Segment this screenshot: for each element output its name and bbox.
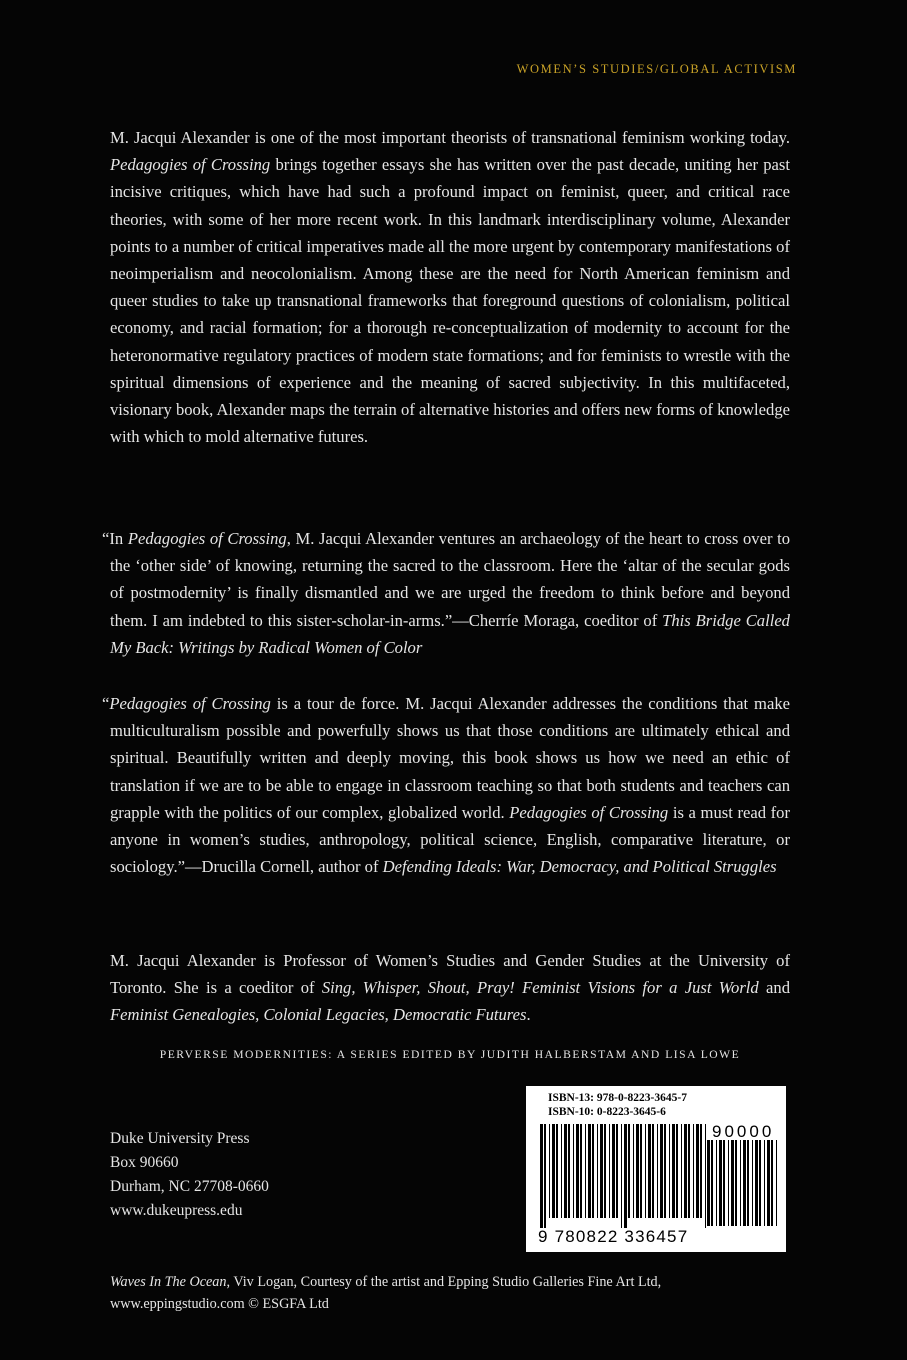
- publisher-address: [110, 1127, 269, 1223]
- barcode-bar: [711, 1140, 713, 1226]
- barcode-bar: [676, 1124, 678, 1218]
- book-description: [110, 124, 790, 450]
- quote-text: is a tour de force. M. Jacqui Alexander addresses the conditions that make multiculturalism possible and powerfully shows us that those conditions are ultimately ethical and spiritual. Beautifully written and deeply moving, this book shows us how we need an ethic of translation if we are to be able to engage in classroom teaching so that both students and teachers can grapple with the politics of our complex, globalized world.: [110, 694, 790, 822]
- barcode-bar: [696, 1124, 699, 1218]
- barcode-bar: [723, 1140, 725, 1226]
- quote-text: , M. Jacqui Alexander ventures an archaeology of the heart to cross over to the ‘other side’ of knowing, returning the sacred to the classroom. Here the ‘altar of the secular gods of postmodernity’ is finally dismantled and we are urged the freedom to think before and beyond them. I am indebted to this sister-scholar-in-arms.”—Cherríe Moraga, coeditor of: [110, 529, 790, 630]
- publisher-website: www.dukeupress.edu: [110, 1202, 243, 1219]
- barcode-bar: [728, 1140, 729, 1226]
- barcode-bar: [597, 1124, 598, 1218]
- coedited-work-2: Feminist Genealogies, Colonial Legacies, Democratic Futures: [110, 1005, 527, 1025]
- cited-work: Defending Ideals: War, Democracy, and Political Struggles: [382, 857, 777, 877]
- barcode-bar: [540, 1124, 543, 1228]
- book-title: Pedagogies of Crossing: [109, 694, 271, 713]
- bio-and: and: [758, 978, 790, 998]
- book-title: Pedagogies of Crossing: [127, 529, 287, 548]
- barcode-bar: [684, 1124, 687, 1218]
- cited-work: This Bridge Called My Back: Writings by Radical Women of Color: [110, 610, 790, 657]
- credit-line-1: , Viv Logan, Courtesy of the artist and Epping Studio Galleries Fine Art Ltd,: [226, 1274, 662, 1290]
- barcode-bar: [573, 1124, 574, 1218]
- barcode-bar: [735, 1140, 737, 1226]
- barcode-bar: [652, 1124, 654, 1218]
- credit-line-2: www.eppingstudio.com © ESGFA Ltd: [110, 1296, 329, 1312]
- barcode-bar: [719, 1140, 722, 1226]
- barcode-bar: [672, 1124, 675, 1218]
- barcode-bar: [576, 1124, 579, 1218]
- description-text-cont: brings together essays she has written over the past decade, uniting her past incisive critiques, which have had such a profound impact on feminist, queer, and critical race theories, with some of her more recent work. In this landmark interdisciplinary volume, Alexander points to a number of critical imperatives made all the more urgent by contemporary manifestations of neoimperialism and neocolonialism. Among these are the need for North American feminism and queer studies to take up transnational frameworks that foreground questions of colonialism, political economy, and racial formation; for a thorough re-conceptualization of modernity to account for the heteronormative regulatory practices of modern state formations; and for feminists to wrestle with the spiritual dimensions of experience and the meaning of sacred subjectivity. In this multifaceted, visionary book, Alexander maps the terrain of alternative histories and offers new forms of knowledge with which to mold alternative futures.: [110, 155, 790, 447]
- barcode-bar: [549, 1124, 550, 1218]
- quote-open: “: [102, 694, 110, 713]
- barcode-bar: [556, 1124, 558, 1218]
- endorsement-cornell: [102, 690, 790, 880]
- barcode-bar: [776, 1140, 777, 1226]
- barcode-bar: [580, 1124, 582, 1218]
- publisher-box: Box 90660: [110, 1154, 179, 1171]
- isbn-barcode: [526, 1086, 786, 1252]
- barcode-bar: [755, 1140, 758, 1226]
- isbn-13: ISBN-13: 978-0-8223-3645-7: [548, 1092, 687, 1104]
- endorsement-moraga: [102, 525, 790, 661]
- isbn-10: ISBN-10: 0-8223-3645-6: [548, 1106, 666, 1118]
- barcode-bar: [640, 1124, 642, 1218]
- publisher-city: Durham, NC 27708-0660: [110, 1178, 269, 1195]
- barcode-bar: [743, 1140, 746, 1226]
- quote-open: “In: [102, 529, 128, 548]
- barcode-bar: [740, 1140, 741, 1226]
- author-bio: [110, 947, 790, 1029]
- book-title-2: Pedagogies of Crossing: [509, 802, 669, 822]
- barcode-bar: [612, 1124, 615, 1218]
- barcode-bar: [592, 1124, 594, 1218]
- barcode-bar: [633, 1124, 634, 1218]
- barcode-bar: [564, 1124, 567, 1218]
- barcode-bar: [688, 1124, 690, 1218]
- addon-barcode-bars: [707, 1140, 779, 1236]
- barcode-bar: [660, 1124, 663, 1218]
- barcode-bar: [648, 1124, 651, 1218]
- barcode-bar: [664, 1124, 666, 1218]
- barcode-bar: [544, 1124, 546, 1228]
- barcode-bar: [561, 1124, 562, 1218]
- barcode-bar: [552, 1124, 555, 1218]
- description-text: is one of the most important theorists of transnational feminism working today.: [249, 128, 790, 147]
- barcode-bar: [604, 1124, 606, 1218]
- book-title: Pedagogies of Crossing: [110, 155, 271, 175]
- barcode-bar: [616, 1124, 618, 1218]
- barcode-bar: [771, 1140, 773, 1226]
- barcode-bar: [609, 1124, 610, 1218]
- barcode-bar: [759, 1140, 761, 1226]
- coedited-work-1: Sing, Whisper, Shout, Pray! Feminist Visions for a Just World: [321, 978, 759, 998]
- barcode-bar: [681, 1124, 682, 1218]
- bio-text: M. Jacqui Alexander is Professor of Women’s Studies and Gender Studies at the University of Toronto. She is a coeditor of: [110, 951, 790, 998]
- series-line: PERVERSE MODERNITIES: A SERIES EDITED BY JUDITH HALBERSTAM AND LISA LOWE: [159, 1048, 741, 1061]
- barcode-bar: [752, 1140, 753, 1226]
- barcode-bar: [705, 1124, 706, 1228]
- cover-art-credit: [110, 1271, 810, 1315]
- barcode-bar: [747, 1140, 749, 1226]
- barcode-bar: [585, 1124, 586, 1218]
- barcode-bar: [693, 1124, 694, 1218]
- ean-digits: 9 780822 336457: [538, 1227, 689, 1246]
- barcode-bar: [657, 1124, 658, 1218]
- barcode-bar: [568, 1124, 570, 1218]
- barcode-bar: [645, 1124, 646, 1218]
- author-name: M. Jacqui Alexander: [110, 128, 250, 147]
- ean-barcode-bars: [540, 1124, 706, 1228]
- barcode-bar: [628, 1124, 630, 1218]
- barcode-bar: [764, 1140, 765, 1226]
- quote-text-cont: is a must read for anyone in women’s studies, anthropology, political science, English, comparative literature, or sociology.”—Drucilla Cornell, author of: [110, 802, 790, 877]
- addon-digits: 90000: [712, 1122, 775, 1141]
- bio-end: .: [526, 1005, 531, 1025]
- barcode-bar: [767, 1140, 770, 1226]
- publisher-name: Duke University Press: [110, 1130, 250, 1147]
- barcode-bar: [636, 1124, 639, 1218]
- barcode-bar: [707, 1140, 710, 1226]
- barcode-bar: [700, 1124, 702, 1218]
- subject-category: WOMEN’S STUDIES/GLOBAL ACTIVISM: [516, 62, 797, 76]
- barcode-bar: [624, 1124, 627, 1228]
- barcode-bar: [731, 1140, 734, 1226]
- barcode-bar: [621, 1124, 622, 1228]
- barcode-bar: [600, 1124, 603, 1218]
- barcode-bar: [588, 1124, 591, 1218]
- barcode-bar: [669, 1124, 670, 1218]
- barcode-bar: [716, 1140, 717, 1226]
- art-title: Waves In The Ocean: [110, 1274, 227, 1290]
